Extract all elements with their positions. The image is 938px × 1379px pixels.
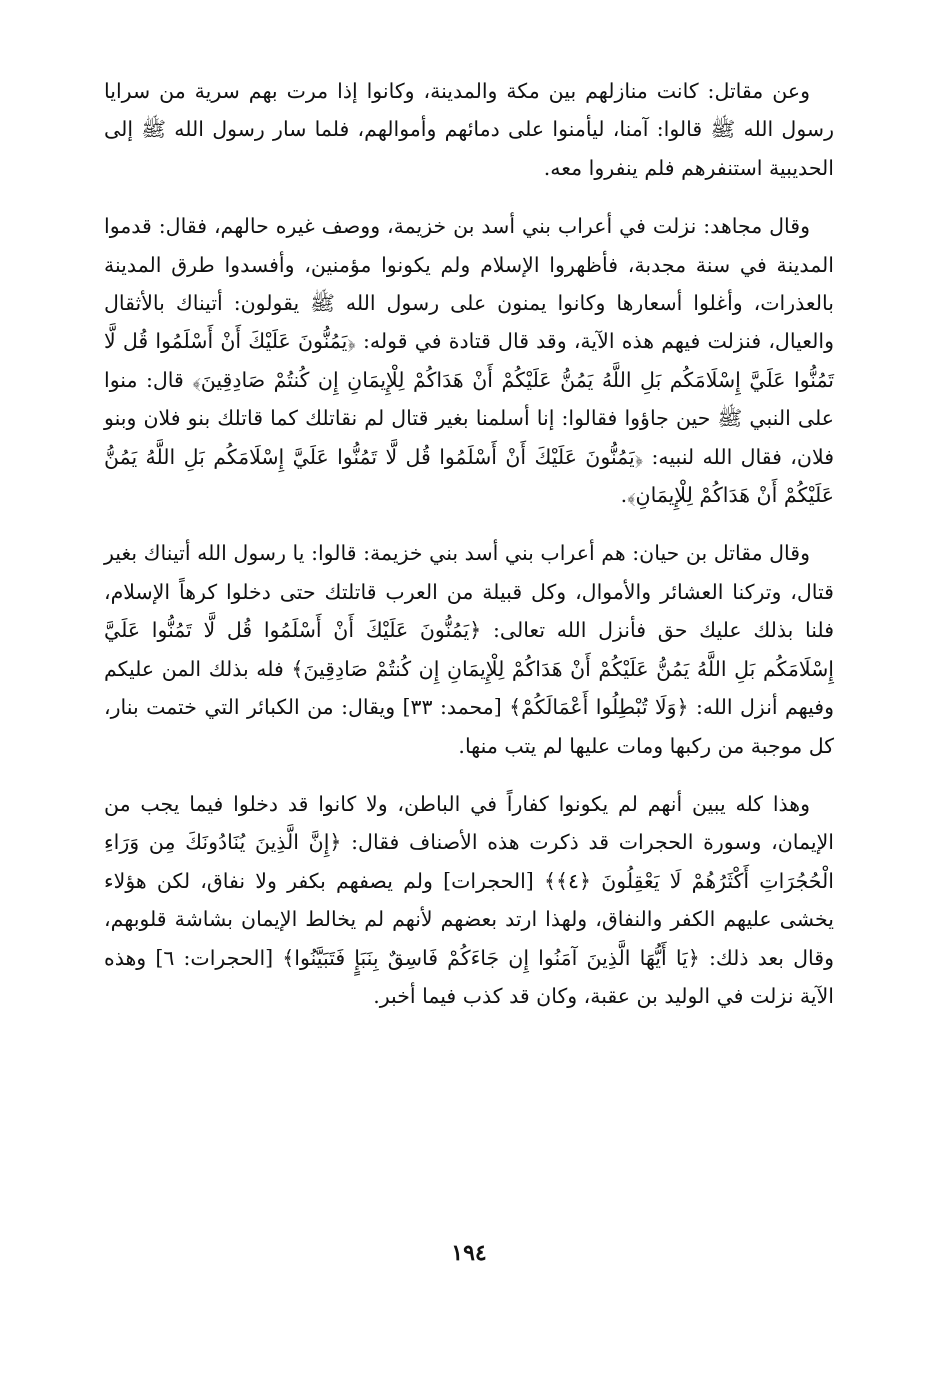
paragraph-hujurat: وهذا كله يبين أنهم لم يكونوا كفاراً في الباطن، ولا كانوا قد دخلوا فيما يجب من الإيمان، وسورة الحجرات قد ذكرت هذه الأصناف فقال: ﴿إِنَّ الَّذِينَ يُنَادُونَكَ مِن وَرَاءِ الْحُجُرَاتِ أَكْثَرُهُمْ لَا يَعْقِلُونَ ﴿٤﴾﴾ [الحجرات] ولم يصفهم بكفر ولا نفاق، لكن هؤلاء يخشى عليهم الكفر والنفاق، ولهذا ارتد بعضهم لأنهم لم يخالط الإيمان بشاشة قلوبهم، وقال بعد ذلك: ﴿يَا أَيُّهَا الَّذِينَ آمَنُوا إِن جَاءَكُمْ فَاسِقٌ بِنَبَإٍ فَتَبَيَّنُوا﴾ [الحجرات: ٦] وهذه الآية نزلت في الوليد بن عقبة، وكان قد كذب فيما أخبر.: [104, 791, 834, 1008]
paragraph-mujahid: وقال مجاهد: نزلت في أعراب بني أسد بن خزيمة، ووصف غيره حالهم، فقال: قدموا المدينة في سنة مجدبة، فأظهروا الإسلام ولم يكونوا مؤمنين، وأفسدوا طرق المدينة بالعذرات، وأغلوا أسعارها وكانوا يمنون على رسول الله ﷺ يقولون: أتيناك بالأثقال والعيال، فنزلت فيهم هذه الآية، وقد قال قتادة في قوله: ﴿يَمُنُّونَ عَلَيْكَ أَنْ أَسْلَمُوا قُل لَّا تَمُنُّوا عَلَيَّ إِسْلَامَكُم بَلِ اللَّهُ يَمُنُّ عَلَيْكُمْ أَنْ هَدَاكُمْ لِلْإِيمَانِ إِن كُنتُمْ صَادِقِينَ﴾ قال: منوا على النبي ﷺ حين جاؤوا فقالوا: إنا أسلمنا بغير قتال لم نقاتلك كما قاتلك بنو فلان وبنو فلان، فقال الله لنبيه: ﴿يَمُنُّونَ عَلَيْكَ أَنْ أَسْلَمُوا قُل لَّا تَمُنُّوا عَلَيَّ إِسْلَامَكُم بَلِ اللَّهُ يَمُنُّ عَلَيْكُمْ أَنْ هَدَاكُمْ لِلْإِيمَانِ﴾.: [104, 214, 834, 508]
page-body: [104, 72, 834, 1015]
page-number: ١٩٤: [451, 1240, 487, 1266]
paragraph-muqatil: وعن مقاتل: كانت منازلهم بين مكة والمدينة، وكانوا إذا مرت بهم سرية من سرايا رسول الله ﷺ قالوا: آمنا، ليأمنوا على دمائهم وأموالهم، فلما سار رسول الله ﷺ إلى الحديبية استنفرهم فلم ينفروا معه.: [104, 79, 834, 180]
paragraph-muqatil-ibn-hayyan: وقال مقاتل بن حيان: هم أعراب بني أسد بني خزيمة: قالوا: يا رسول الله أتيناك بغير قتال، وتركنا العشائر والأموال، وكل قبيلة من العرب قاتلتك حتى دخلوا كرهاً الإسلام، فلنا بذلك عليك حق فأنزل الله تعالى: ﴿يَمُنُّونَ عَلَيْكَ أَنْ أَسْلَمُوا قُل لَّا تَمُنُّوا عَلَيَّ إِسْلَامَكُم بَلِ اللَّهُ يَمُنُّ عَلَيْكُمْ أَنْ هَدَاكُمْ لِلْإِيمَانِ إِن كُنتُمْ صَادِقِينَ﴾ فله بذلك المن عليكم وفيهم أنزل الله: ﴿وَلَا تُبْطِلُوا أَعْمَالَكُمْ﴾ [محمد: ٣٣] ويقال: من الكبائر التي ختمت بنار، كل موجبة من ركبها ومات عليها لم يتب منها.: [104, 541, 835, 758]
